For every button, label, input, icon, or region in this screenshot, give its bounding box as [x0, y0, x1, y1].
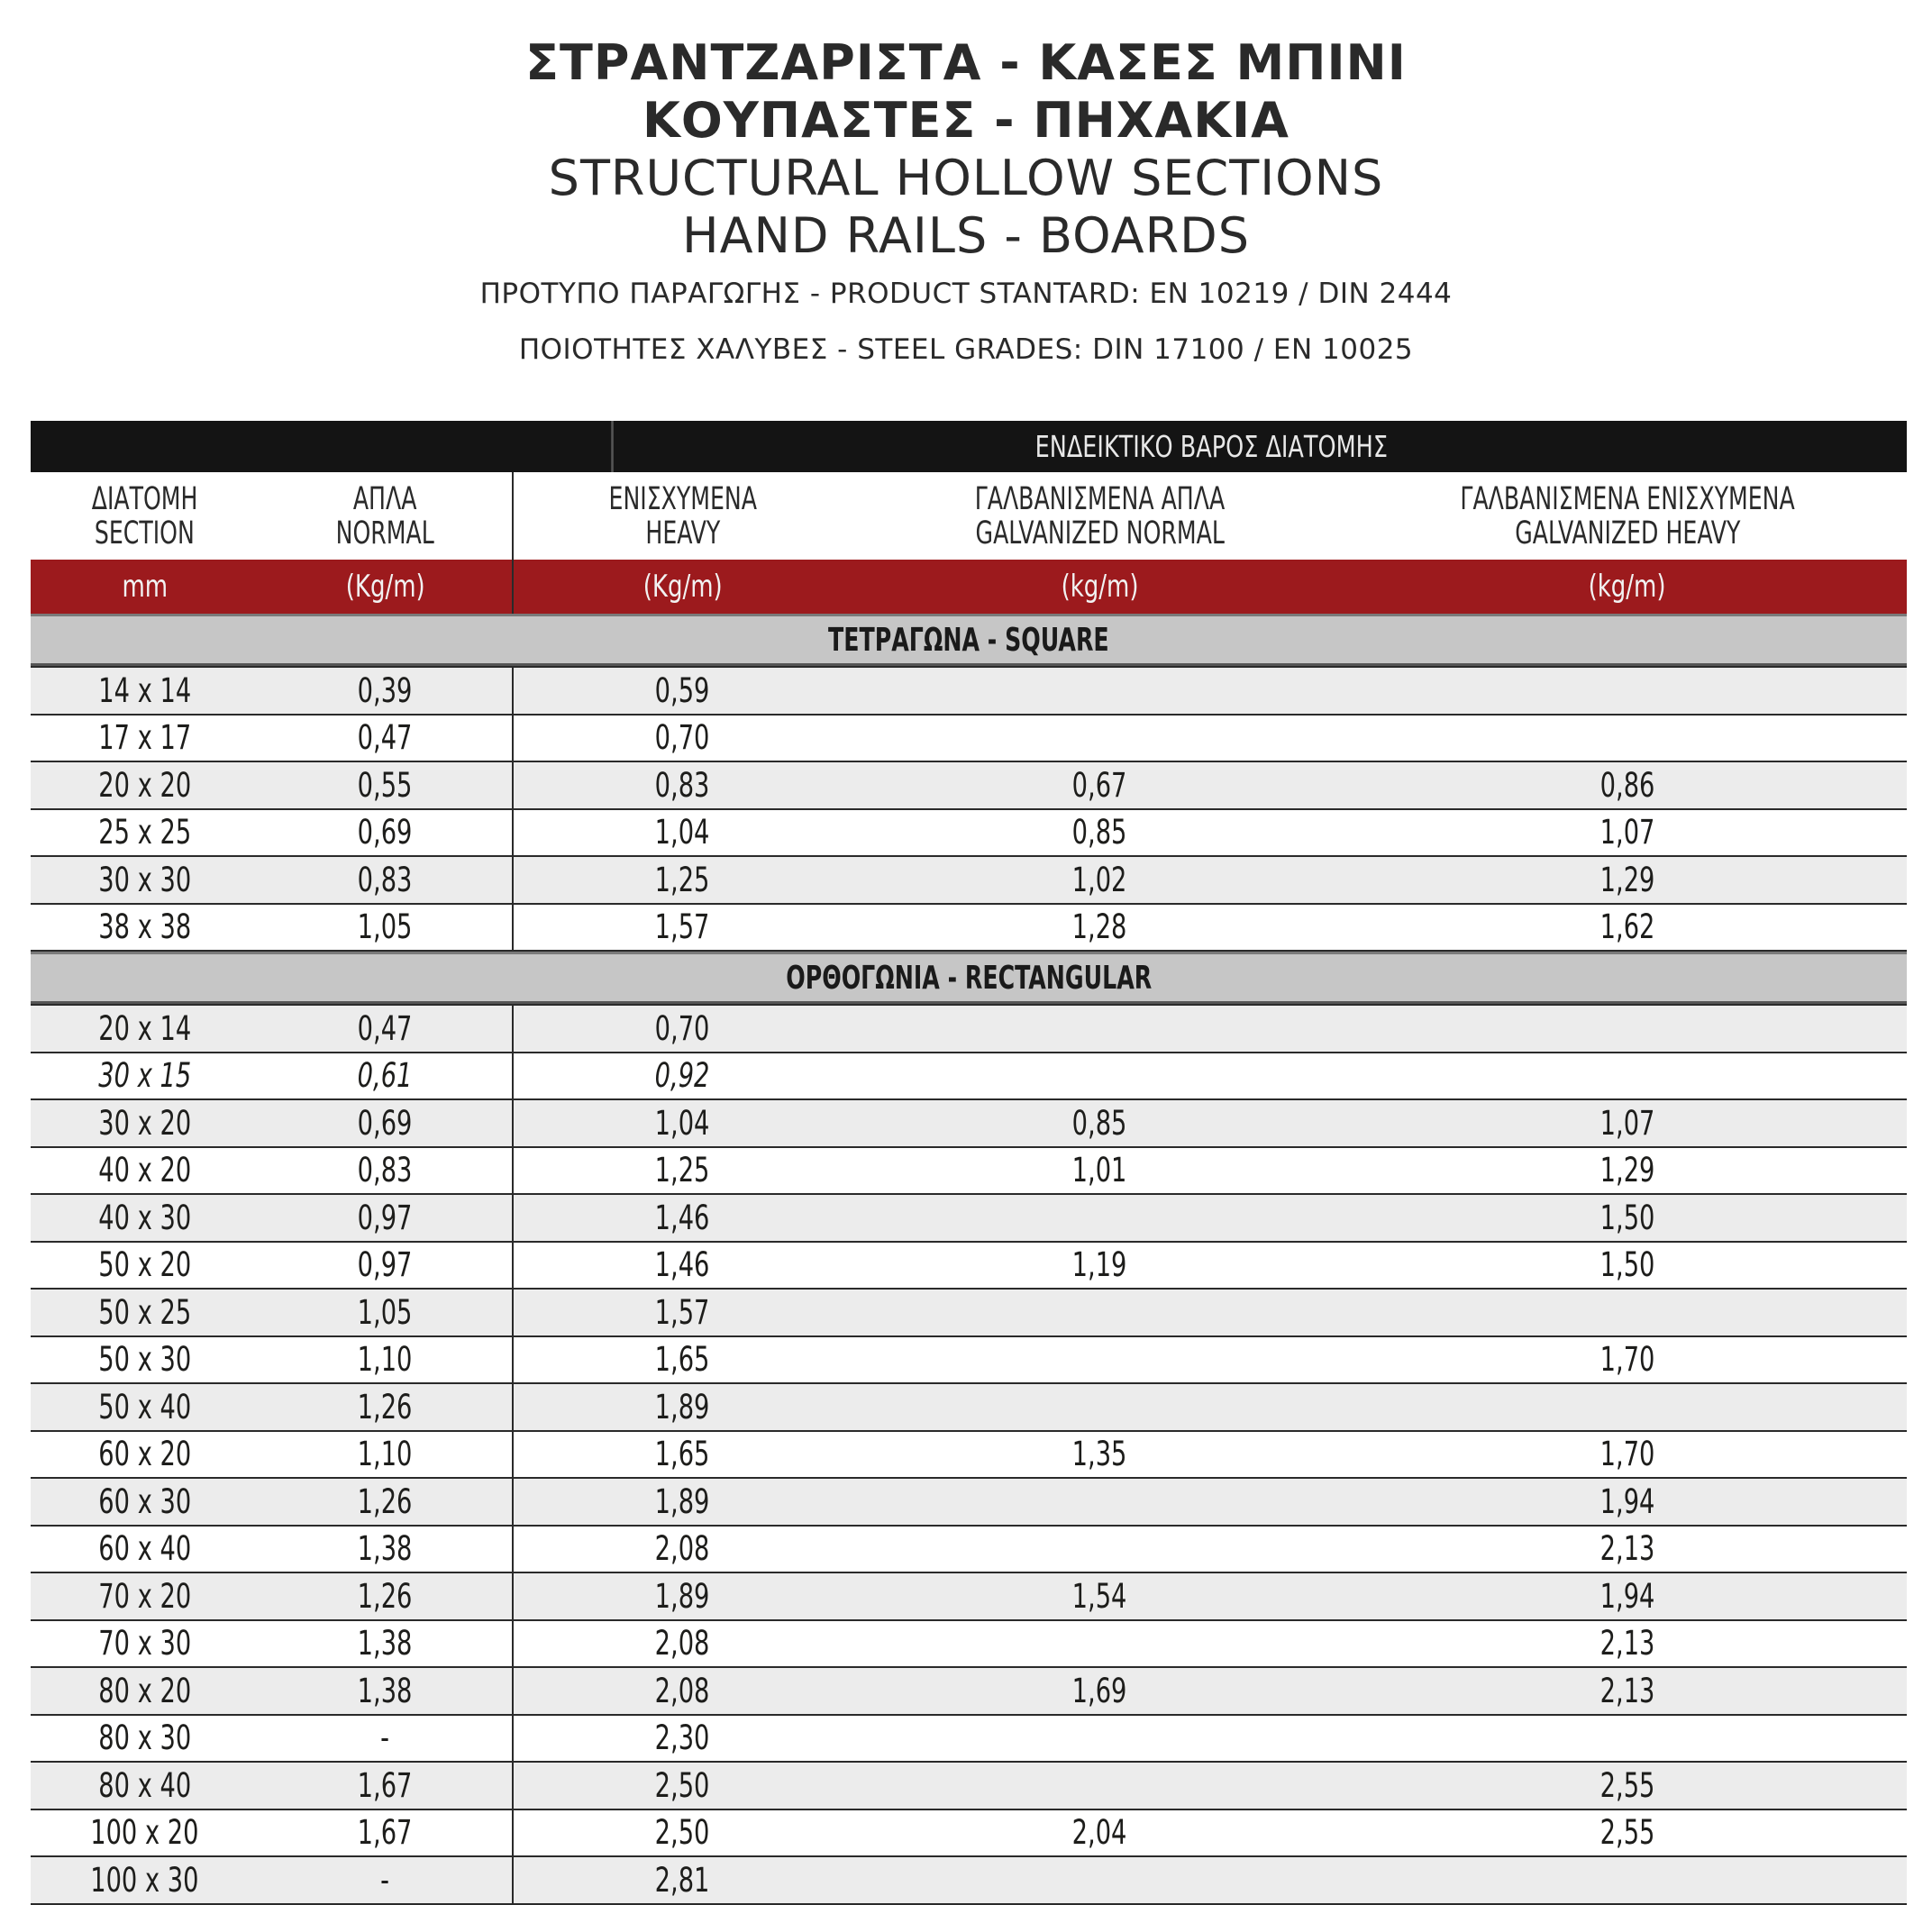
group-header: [31, 952, 1907, 1004]
cell-value: 25 x 25: [98, 813, 191, 852]
cell-normal: [259, 1668, 514, 1714]
cell-value: 0,85: [1072, 813, 1127, 852]
unit-galv-normal: (kg/m): [1061, 569, 1139, 605]
cell-galv-normal: [852, 857, 1348, 903]
cell-normal: [259, 1479, 514, 1525]
cell-value: 1,46: [655, 1245, 710, 1285]
cell-galv-normal: [852, 762, 1348, 808]
cell-value: 1,65: [655, 1435, 710, 1474]
cell-value: 1,38: [358, 1529, 413, 1569]
cell-value: 1,38: [358, 1671, 413, 1710]
table-row: [31, 1195, 1907, 1243]
col-header-normal: ΑΠΛΑ NORMAL: [259, 472, 514, 560]
cell-heavy: [514, 1006, 852, 1052]
table-body: [31, 614, 1907, 1905]
col-header-heavy: ΕΝΙΣΧΥΜΕΝΑ HEAVY: [608, 480, 757, 551]
cell-value: 100 x 30: [90, 1860, 199, 1900]
cell-value: 50 x 20: [98, 1245, 191, 1285]
cell-galv-heavy: [1348, 1053, 1907, 1099]
cell-value: 1,10: [358, 1340, 413, 1380]
cell-value: 1,89: [655, 1387, 710, 1426]
cell-normal: [259, 1763, 514, 1809]
cell-value: 0,83: [358, 860, 413, 899]
cell-value: 1,89: [655, 1481, 710, 1521]
cell-heavy: [514, 1810, 852, 1856]
table-row: [31, 1337, 1907, 1385]
cell-galv-normal: [852, 1763, 1348, 1809]
cell-normal: [259, 1384, 514, 1430]
cell-value: 1,29: [1599, 860, 1655, 899]
cell-normal: [259, 1148, 514, 1194]
table-row: [31, 857, 1907, 905]
table-row: [31, 1243, 1907, 1290]
cell-galv-normal: [852, 905, 1348, 951]
cell-normal: [259, 1716, 514, 1762]
cell-heavy: [514, 668, 852, 714]
cell-value: 1,25: [655, 1151, 710, 1190]
cell-value: 0,55: [358, 765, 413, 805]
cell-section: [31, 905, 259, 951]
cell-section: [31, 1006, 259, 1052]
cell-value: 80 x 30: [98, 1718, 191, 1758]
cell-heavy: [514, 1857, 852, 1903]
table-row: [31, 905, 1907, 952]
cell-value: 1,07: [1599, 1103, 1655, 1143]
cell-value: 70 x 30: [98, 1624, 191, 1663]
table-row: [31, 1384, 1907, 1432]
cell-value: 1,62: [1599, 907, 1655, 947]
cell-value: 2,81: [655, 1860, 710, 1900]
col-header-galv-heavy: ΓΑΛΒΑΝΙΣΜΕΝΑ ΕΝΙΣΧΥΜΕΝΑ GALVANIZED HEAVY: [1460, 480, 1795, 551]
cell-heavy: [514, 1243, 852, 1289]
table-row: [31, 1053, 1907, 1101]
cell-value: 1,01: [1072, 1151, 1127, 1190]
cell-section: [31, 1527, 259, 1572]
cell-section: [31, 1716, 259, 1762]
cell-value: 0,70: [655, 718, 710, 758]
cell-value: 1,38: [358, 1624, 413, 1663]
cell-section: [31, 1100, 259, 1146]
cell-value: 50 x 40: [98, 1387, 191, 1426]
cell-normal: [259, 1432, 514, 1478]
cell-galv-normal: [852, 716, 1348, 761]
cell-normal: [259, 1053, 514, 1099]
cell-value: 2,04: [1072, 1813, 1127, 1853]
cell-value: 1,94: [1599, 1576, 1655, 1616]
cell-galv-normal: [852, 1857, 1348, 1903]
cell-value: 1,05: [358, 907, 413, 947]
cell-value: 0,97: [358, 1245, 413, 1285]
cell-value: 2,50: [655, 1813, 710, 1853]
cell-galv-normal: [852, 1384, 1348, 1430]
cell-section: [31, 1243, 259, 1289]
table-row: [31, 1573, 1907, 1621]
col-header-section: ΔΙΑΤΟΜΗ SECTION: [91, 480, 198, 551]
cell-value: 2,30: [655, 1718, 710, 1758]
cell-galv-normal: [852, 1100, 1348, 1146]
unit-galv-heavy: (kg/m): [1589, 569, 1666, 605]
cell-heavy: [514, 1100, 852, 1146]
weight-header-bar: [31, 421, 1907, 472]
table-row: [31, 1621, 1907, 1669]
cell-heavy: [514, 1763, 852, 1809]
table-row: [31, 1100, 1907, 1148]
cell-heavy: [514, 1716, 852, 1762]
cell-value: 17 x 17: [98, 718, 191, 758]
cell-galv-heavy: [1348, 762, 1907, 808]
table-row: [31, 666, 1907, 716]
cell-section: [31, 1195, 259, 1241]
cell-galv-normal: [852, 1290, 1348, 1335]
steel-grades: ΠΟΙΟΤΗΤΕΣ ΧΑΛΥΒΕΣ - STEEL GRADES: DIN 17100 / EN 10025: [518, 333, 1414, 366]
cell-galv-heavy: [1348, 1148, 1907, 1194]
cell-galv-normal: [852, 1810, 1348, 1856]
group-label: ΟΡΘΟΓΩΝΙΑ - RECTANGULAR: [785, 959, 1152, 997]
cell-value: 0,47: [358, 718, 413, 758]
cell-normal: [259, 1857, 514, 1903]
product-standard: ΠΡΟΤΥΠΟ ΠΑΡΑΓΩΓΗΣ - PRODUCT STANTARD: EN 10219 / DIN 2444: [479, 278, 1453, 310]
cell-value: 2,13: [1599, 1529, 1655, 1569]
cell-value: 1,10: [358, 1435, 413, 1474]
table-row: [31, 1479, 1907, 1527]
cell-galv-heavy: [1348, 810, 1907, 856]
cell-value: 0,67: [1072, 765, 1127, 805]
cell-section: [31, 1857, 259, 1903]
cell-value: 0,85: [1072, 1103, 1127, 1143]
cell-galv-heavy: [1348, 1384, 1907, 1430]
cell-section: [31, 1763, 259, 1809]
cell-galv-heavy: [1348, 1763, 1907, 1809]
cell-section: [31, 1573, 259, 1619]
cell-value: 1,04: [655, 1103, 710, 1143]
table-row: [31, 1432, 1907, 1480]
cell-value: 1,70: [1599, 1340, 1655, 1380]
unit-row: [31, 560, 1907, 614]
group-header: [31, 614, 1907, 666]
cell-value: 0,83: [358, 1151, 413, 1190]
cell-heavy: [514, 810, 852, 856]
cell-normal: [259, 1243, 514, 1289]
cell-galv-heavy: [1348, 1573, 1907, 1619]
cell-galv-heavy: [1348, 1857, 1907, 1903]
cell-value: 20 x 14: [98, 1008, 191, 1048]
cell-normal: [259, 857, 514, 903]
cell-galv-heavy: [1348, 1006, 1907, 1052]
cell-section: [31, 1148, 259, 1194]
cell-value: -: [380, 1860, 390, 1900]
column-headers: [31, 472, 1907, 560]
cell-value: 1,28: [1072, 907, 1127, 947]
table-row: [31, 1668, 1907, 1716]
cell-normal: [259, 716, 514, 761]
cell-normal: [259, 1527, 514, 1572]
cell-value: 0,97: [358, 1198, 413, 1237]
cell-value: 80 x 20: [98, 1671, 191, 1710]
cell-galv-heavy: [1348, 1290, 1907, 1335]
table-row: [31, 1716, 1907, 1764]
cell-value: 30 x 20: [98, 1103, 191, 1143]
cell-value: 1,26: [358, 1481, 413, 1521]
cell-galv-heavy: [1348, 1527, 1907, 1572]
cell-heavy: [514, 1573, 852, 1619]
cell-section: [31, 857, 259, 903]
unit-section: mm: [122, 569, 168, 605]
cell-galv-heavy: [1348, 1621, 1907, 1667]
cell-value: 30 x 30: [98, 860, 191, 899]
cell-value: 1,25: [655, 860, 710, 899]
col-header-galv-normal: ΓΑΛΒΑΝΙΣΜΕΝΑ ΑΠΛΑ GALVANIZED NORMAL: [974, 480, 1226, 551]
cell-value: 60 x 40: [98, 1529, 191, 1569]
cell-value: 1,26: [358, 1387, 413, 1426]
title-english-1: STRUCTURAL HOLLOW SECTIONS: [548, 150, 1384, 206]
cell-value: 1,50: [1599, 1198, 1655, 1237]
cell-heavy: [514, 1527, 852, 1572]
table-row: [31, 1290, 1907, 1337]
cell-value: 14 x 14: [98, 670, 191, 710]
cell-value: -: [380, 1718, 390, 1758]
cell-value: 0,39: [358, 670, 413, 710]
cell-galv-heavy: [1348, 1195, 1907, 1241]
table-row: [31, 1004, 1907, 1053]
table-row: [31, 762, 1907, 810]
table-row: [31, 716, 1907, 763]
cell-value: 1,69: [1072, 1671, 1127, 1710]
cell-value: 1,46: [655, 1198, 710, 1237]
cell-value: 20 x 20: [98, 765, 191, 805]
cell-heavy: [514, 1384, 852, 1430]
cell-galv-normal: [852, 1195, 1348, 1241]
cell-normal: [259, 810, 514, 856]
cell-value: 80 x 40: [98, 1765, 191, 1805]
cell-value: 2,50: [655, 1765, 710, 1805]
cell-value: 1,89: [655, 1576, 710, 1616]
cell-value: 1,26: [358, 1576, 413, 1616]
group-label: ΤΕΤΡΑΓΩΝΑ - SQUARE: [828, 621, 1109, 659]
cell-value: 1,35: [1072, 1435, 1127, 1474]
cell-value: 50 x 25: [98, 1292, 191, 1332]
cell-section: [31, 1432, 259, 1478]
cell-galv-heavy: [1348, 1479, 1907, 1525]
cell-section: [31, 762, 259, 808]
cell-section: [31, 716, 259, 761]
cell-galv-normal: [852, 1479, 1348, 1525]
cell-galv-normal: [852, 1432, 1348, 1478]
cell-value: 1,05: [358, 1292, 413, 1332]
cell-value: 0,69: [358, 1103, 413, 1143]
cell-galv-normal: [852, 1573, 1348, 1619]
cell-heavy: [514, 762, 852, 808]
table-row: [31, 1857, 1907, 1905]
cell-galv-normal: [852, 1243, 1348, 1289]
cell-value: 2,08: [655, 1624, 710, 1663]
unit-heavy: (Kg/m): [642, 569, 723, 605]
cell-value: 0,47: [358, 1008, 413, 1048]
cell-value: 1,57: [655, 907, 710, 947]
cell-galv-normal: [852, 668, 1348, 714]
cell-section: [31, 1810, 259, 1856]
cell-heavy: [514, 1337, 852, 1383]
cell-galv-heavy: [1348, 1668, 1907, 1714]
table-row: [31, 810, 1907, 858]
cell-value: 1,67: [358, 1813, 413, 1853]
cell-value: 30 x 15: [98, 1056, 191, 1096]
title-greek-1: ΣΤΡΑΝΤΖΑΡΙΣΤΑ - ΚΑΣΕΣ ΜΠΙΝΙ: [525, 34, 1407, 91]
cell-section: [31, 1053, 259, 1099]
cell-value: 2,08: [655, 1529, 710, 1569]
table-row: [31, 1763, 1907, 1810]
cell-section: [31, 1479, 259, 1525]
cell-value: 1,19: [1072, 1245, 1127, 1285]
cell-value: 70 x 20: [98, 1576, 191, 1616]
cell-galv-normal: [852, 1668, 1348, 1714]
cell-galv-heavy: [1348, 1716, 1907, 1762]
cell-heavy: [514, 1432, 852, 1478]
title-block: [0, 34, 1932, 265]
unit-normal: (Kg/m): [259, 560, 514, 614]
cell-normal: [259, 905, 514, 951]
cell-value: 100 x 20: [90, 1813, 199, 1853]
cell-value: 0,61: [358, 1056, 413, 1096]
cell-heavy: [514, 905, 852, 951]
cell-value: 0,59: [655, 670, 710, 710]
cell-value: 1,65: [655, 1340, 710, 1380]
cell-normal: [259, 668, 514, 714]
cell-galv-heavy: [1348, 1100, 1907, 1146]
cell-value: 2,08: [655, 1671, 710, 1710]
cell-galv-heavy: [1348, 1432, 1907, 1478]
cell-value: 38 x 38: [98, 907, 191, 947]
cell-galv-normal: [852, 1006, 1348, 1052]
cell-normal: [259, 1810, 514, 1856]
cell-value: 1,67: [358, 1765, 413, 1805]
cell-value: 1,70: [1599, 1435, 1655, 1474]
cell-galv-heavy: [1348, 716, 1907, 761]
cell-galv-normal: [852, 1716, 1348, 1762]
cell-heavy: [514, 1195, 852, 1241]
cell-value: 1,50: [1599, 1245, 1655, 1285]
cell-value: 50 x 30: [98, 1340, 191, 1380]
cell-heavy: [514, 1668, 852, 1714]
cell-value: 1,02: [1072, 860, 1127, 899]
cell-heavy: [514, 1290, 852, 1335]
cell-value: 0,70: [655, 1008, 710, 1048]
cell-normal: [259, 1621, 514, 1667]
cell-heavy: [514, 1621, 852, 1667]
cell-value: 2,13: [1599, 1624, 1655, 1663]
cell-section: [31, 668, 259, 714]
cell-galv-heavy: [1348, 1810, 1907, 1856]
cell-galv-heavy: [1348, 1243, 1907, 1289]
cell-heavy: [514, 857, 852, 903]
table-row: [31, 1527, 1907, 1574]
cell-value: 1,04: [655, 813, 710, 852]
cell-value: 1,54: [1072, 1576, 1127, 1616]
cell-section: [31, 1337, 259, 1383]
cell-galv-normal: [852, 1053, 1348, 1099]
cell-value: 2,13: [1599, 1671, 1655, 1710]
cell-value: 60 x 30: [98, 1481, 191, 1521]
cell-normal: [259, 762, 514, 808]
cell-galv-normal: [852, 1621, 1348, 1667]
table-row: [31, 1810, 1907, 1858]
cell-value: 0,69: [358, 813, 413, 852]
cell-heavy: [514, 716, 852, 761]
cell-normal: [259, 1573, 514, 1619]
cell-heavy: [514, 1479, 852, 1525]
cell-normal: [259, 1337, 514, 1383]
cell-section: [31, 1621, 259, 1667]
cell-section: [31, 810, 259, 856]
cell-normal: [259, 1195, 514, 1241]
cell-galv-heavy: [1348, 857, 1907, 903]
cell-normal: [259, 1290, 514, 1335]
cell-value: 1,57: [655, 1292, 710, 1332]
cell-value: 1,07: [1599, 813, 1655, 852]
cell-normal: [259, 1006, 514, 1052]
weight-header: ΕΝΔΕΙΚΤΙΚΟ ΒΑΡΟΣ ΔΙΑΤΟΜΗΣ: [611, 421, 1809, 472]
cell-value: 40 x 20: [98, 1151, 191, 1190]
title-english-2: HAND RAILS - BOARDS: [681, 207, 1251, 264]
cell-galv-normal: [852, 1337, 1348, 1383]
cell-galv-heavy: [1348, 668, 1907, 714]
cell-heavy: [514, 1053, 852, 1099]
title-greek-2: ΚΟΥΠΑΣΤΕΣ - ΠΗΧΑΚΙΑ: [642, 92, 1290, 149]
cell-value: 2,55: [1599, 1813, 1655, 1853]
cell-section: [31, 1668, 259, 1714]
cell-galv-normal: [852, 1148, 1348, 1194]
table-row: [31, 1148, 1907, 1196]
cell-value: 1,29: [1599, 1151, 1655, 1190]
cell-value: 0,92: [655, 1056, 710, 1096]
cell-galv-normal: [852, 810, 1348, 856]
cell-value: 1,94: [1599, 1481, 1655, 1521]
cell-normal: [259, 1100, 514, 1146]
cell-value: 60 x 20: [98, 1435, 191, 1474]
cell-heavy: [514, 1148, 852, 1194]
cell-value: 0,83: [655, 765, 710, 805]
cell-galv-heavy: [1348, 1337, 1907, 1383]
cell-section: [31, 1290, 259, 1335]
cell-value: 0,86: [1599, 765, 1655, 805]
cell-galv-heavy: [1348, 905, 1907, 951]
header-blank: [31, 421, 514, 472]
weights-table: [31, 421, 1907, 1905]
cell-galv-normal: [852, 1527, 1348, 1572]
cell-value: 2,55: [1599, 1765, 1655, 1805]
cell-value: 40 x 30: [98, 1198, 191, 1237]
cell-section: [31, 1384, 259, 1430]
